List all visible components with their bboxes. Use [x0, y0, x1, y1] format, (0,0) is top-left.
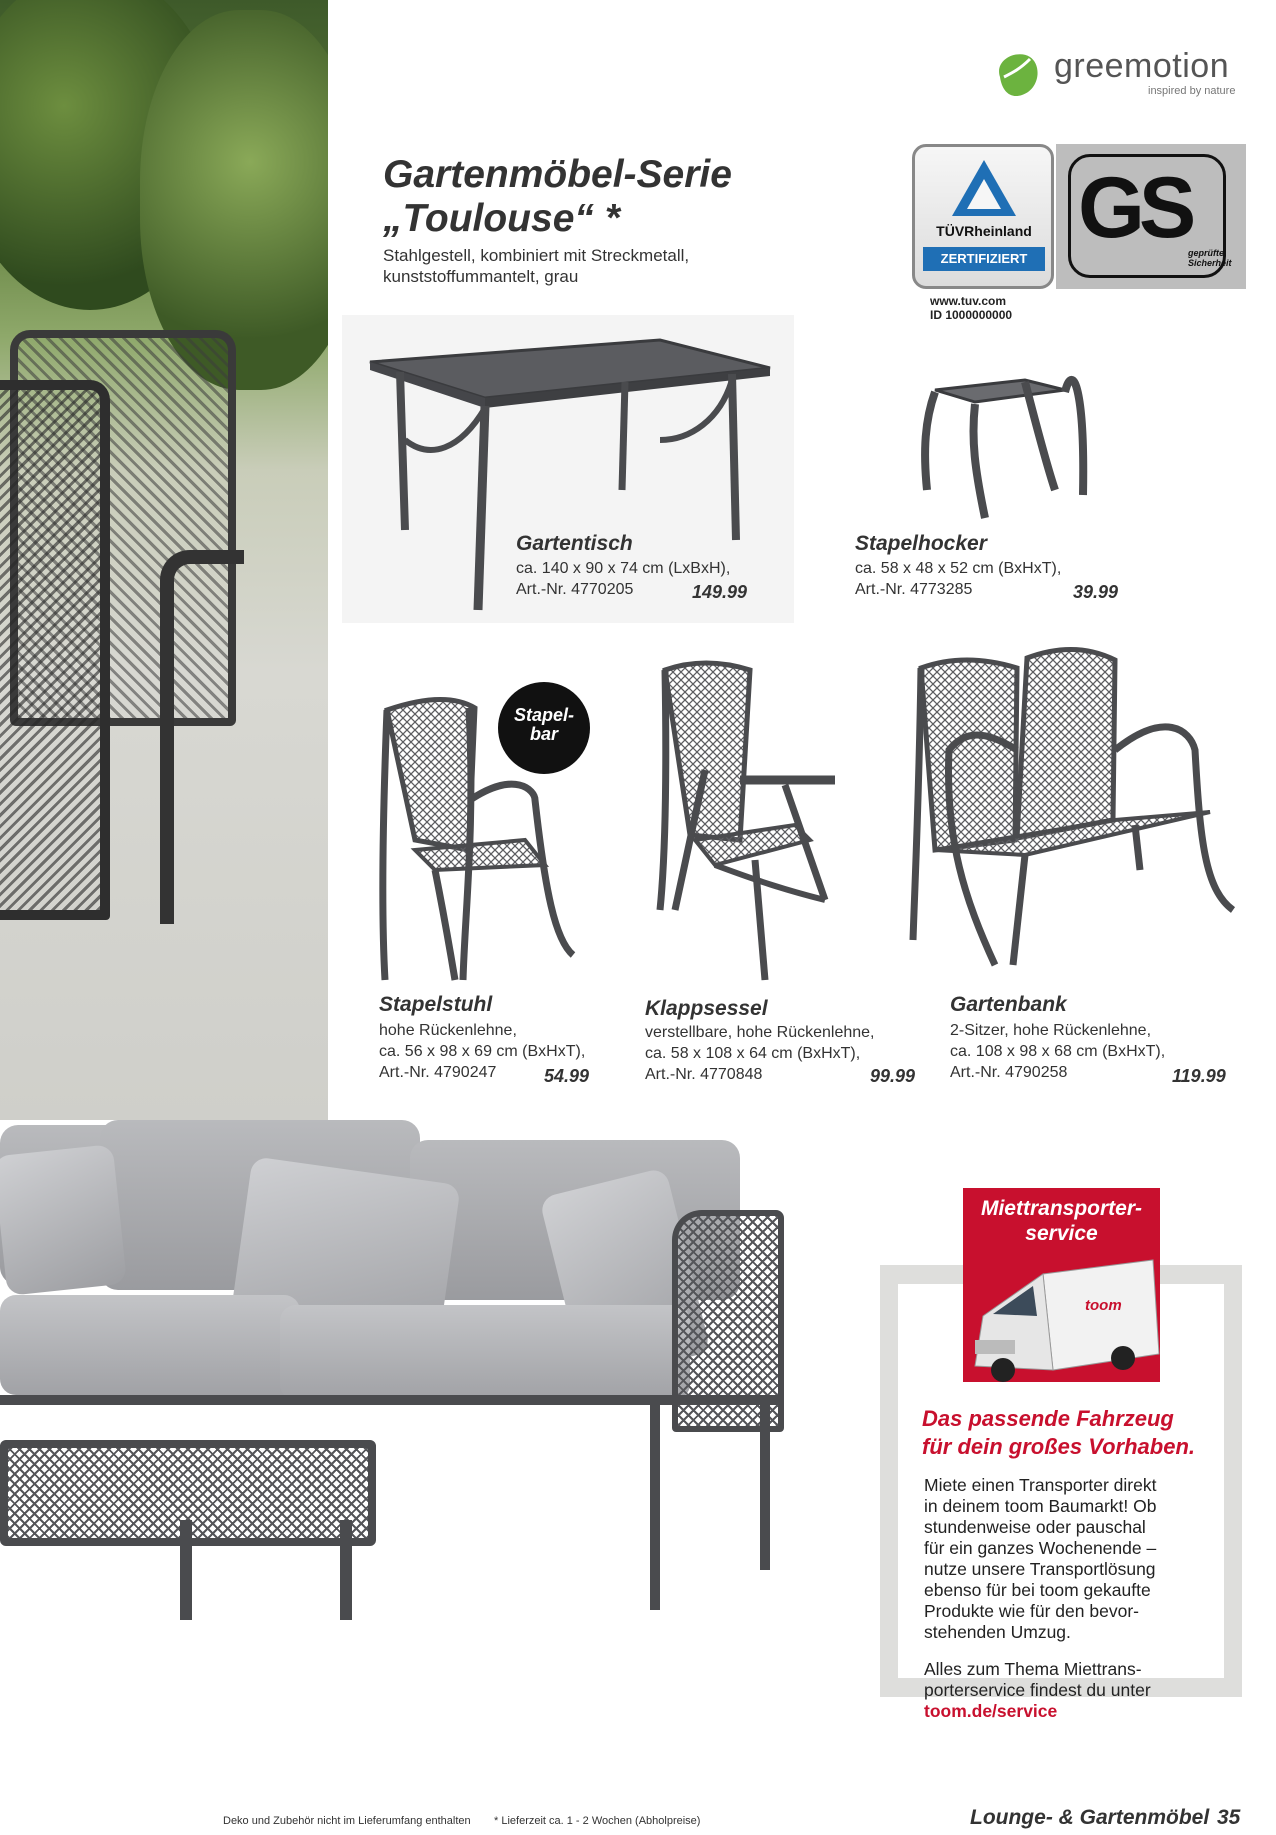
sofa-leg	[760, 1400, 770, 1570]
leaf-logo-icon	[990, 47, 1046, 103]
brand-tagline: inspired by nature	[1148, 85, 1236, 97]
klappsessel-info	[645, 1022, 874, 1085]
stackable-badge	[498, 682, 590, 774]
sofa-leg	[650, 1400, 660, 1610]
body-line: Produkte wie für den bevor-	[924, 1601, 1139, 1621]
klappsessel-price: 99.99	[870, 1066, 916, 1086]
stapelhocker-size: ca. 58 x 48 x 52 cm (BxHxT),	[855, 560, 1062, 577]
stapelstuhl-name: Stapelstuhl	[379, 993, 493, 1016]
gartentisch-name: Gartentisch	[516, 532, 633, 555]
gartenbank-info	[950, 1020, 1165, 1083]
gs-certification-badge	[1056, 144, 1246, 289]
service-promo-title	[963, 1196, 1160, 1246]
van-icon	[963, 1254, 1160, 1382]
stapelstuhl-size: ca. 56 x 98 x 69 cm (BxHxT),	[379, 1043, 586, 1060]
stapelhocker-name: Stapelhocker	[855, 532, 987, 555]
body-line: ebenso für bei toom gekaufte	[924, 1580, 1151, 1600]
headline-line: Das passende Fahrzeug	[922, 1406, 1174, 1431]
body-line: stundenweise oder pauschal	[924, 1517, 1146, 1537]
gs-label-line: geprüfte	[1188, 248, 1224, 258]
body-line: Alles zum Thema Miettrans-	[924, 1659, 1142, 1679]
service-headline	[922, 1405, 1222, 1461]
footer-note-deco: Deko und Zubehör nicht im Lieferumfang enthalten	[223, 1815, 471, 1827]
footer-section-title: Lounge- & Gartenmöbel	[970, 1806, 1210, 1829]
van-brand-text: toom	[1085, 1297, 1122, 1314]
desc-line: kunststoffummantelt, grau	[383, 267, 579, 286]
table-leg	[340, 1520, 352, 1620]
table-leg	[180, 1520, 192, 1620]
klappsessel-name: Klappsessel	[645, 997, 768, 1020]
klappsessel-image	[645, 660, 845, 990]
stapelhocker-price: 39.99	[1073, 582, 1119, 602]
tuv-triangle-icon	[949, 157, 1019, 219]
footer-note-delivery: * Lieferzeit ca. 1 - 2 Wochen (Abholpreise)	[494, 1815, 701, 1827]
gs-logo-icon: GS	[1078, 160, 1191, 256]
body-line: Miete einen Transporter direkt	[924, 1475, 1157, 1495]
title-line-1: Gartenmöbel-Serie	[383, 153, 732, 196]
sofa-seat	[280, 1305, 690, 1400]
stapelhocker-image	[905, 360, 1090, 525]
body-line: nutze unsere Transportlösung	[924, 1559, 1156, 1579]
page-number: 35	[1217, 1806, 1241, 1829]
klappsessel-size: ca. 58 x 108 x 64 cm (BxHxT),	[645, 1045, 861, 1062]
tuv-id: ID 1000000000	[930, 308, 1013, 322]
gartenbank-image	[905, 640, 1235, 975]
service-link[interactable]: toom.de/service	[924, 1701, 1058, 1721]
gartenbank-price: 119.99	[1172, 1066, 1226, 1086]
body-line: für ein ganzes Wochenende –	[924, 1538, 1157, 1558]
klappsessel-art-nr: Art.-Nr. 4770848	[645, 1066, 763, 1083]
stapelhocker-info	[855, 558, 1061, 600]
chair-photo	[0, 380, 110, 920]
greemotion-logo	[990, 45, 1260, 105]
tuv-reference	[930, 294, 1012, 322]
stapelstuhl-price: 54.99	[544, 1066, 590, 1086]
pillow	[0, 1144, 127, 1296]
promo-title-line: Miettransporter-	[980, 1197, 1143, 1220]
gartentisch-size: ca. 140 x 90 x 74 cm (LxBxH),	[516, 560, 731, 577]
tuv-name: TÜVRheinland	[936, 223, 1032, 239]
tuv-certification-badge	[912, 144, 1054, 289]
klappsessel-desc: verstellbare, hohe Rückenlehne,	[645, 1024, 875, 1041]
promo-title-line: service	[1025, 1222, 1098, 1245]
gartenbank-name: Gartenbank	[950, 993, 1067, 1016]
stapelstuhl-art-nr: Art.-Nr. 4790247	[379, 1064, 497, 1081]
stapelhocker-art-nr: Art.-Nr. 4773285	[855, 581, 973, 598]
service-link-text	[924, 1659, 1224, 1722]
title-line-2: „Toulouse“ *	[383, 197, 620, 240]
lounge-photo	[0, 1120, 790, 1620]
chair-arm	[160, 550, 244, 924]
tuv-url: www.tuv.com	[930, 294, 1007, 308]
badge-line: Stapel-	[513, 705, 574, 725]
brand-name: greemotion	[1054, 47, 1230, 85]
body-line: stehenden Umzug.	[924, 1622, 1071, 1642]
badge-line: bar	[529, 724, 558, 744]
gartenbank-size: ca. 108 x 98 x 68 cm (BxHxT),	[950, 1043, 1166, 1060]
gartentisch-art-nr: Art.-Nr. 4770205	[516, 581, 634, 598]
series-description	[383, 245, 743, 287]
garden-photo	[0, 0, 328, 1120]
desc-line: Stahlgestell, kombiniert mit Streckmetall,	[383, 246, 690, 265]
headline-line: für dein großes Vorhaben.	[922, 1434, 1195, 1459]
gs-label-line: Sicherheit	[1188, 258, 1232, 268]
gartenbank-art-nr: Art.-Nr. 4790258	[950, 1064, 1068, 1081]
service-body-text	[924, 1475, 1224, 1643]
sofa-frame	[0, 1395, 780, 1405]
tuv-certified-label: ZERTIFIZIERT	[923, 247, 1045, 271]
body-line: porterservice findest du unter	[924, 1680, 1151, 1700]
gartentisch-price: 149.99	[692, 582, 748, 602]
series-title	[383, 153, 732, 241]
stapelstuhl-desc: hohe Rückenlehne,	[379, 1022, 517, 1039]
body-line: in deinem toom Baumarkt! Ob	[924, 1496, 1157, 1516]
gartenbank-desc: 2-Sitzer, hohe Rückenlehne,	[950, 1022, 1152, 1039]
gs-label	[1188, 248, 1232, 268]
sofa-seat	[0, 1295, 300, 1395]
